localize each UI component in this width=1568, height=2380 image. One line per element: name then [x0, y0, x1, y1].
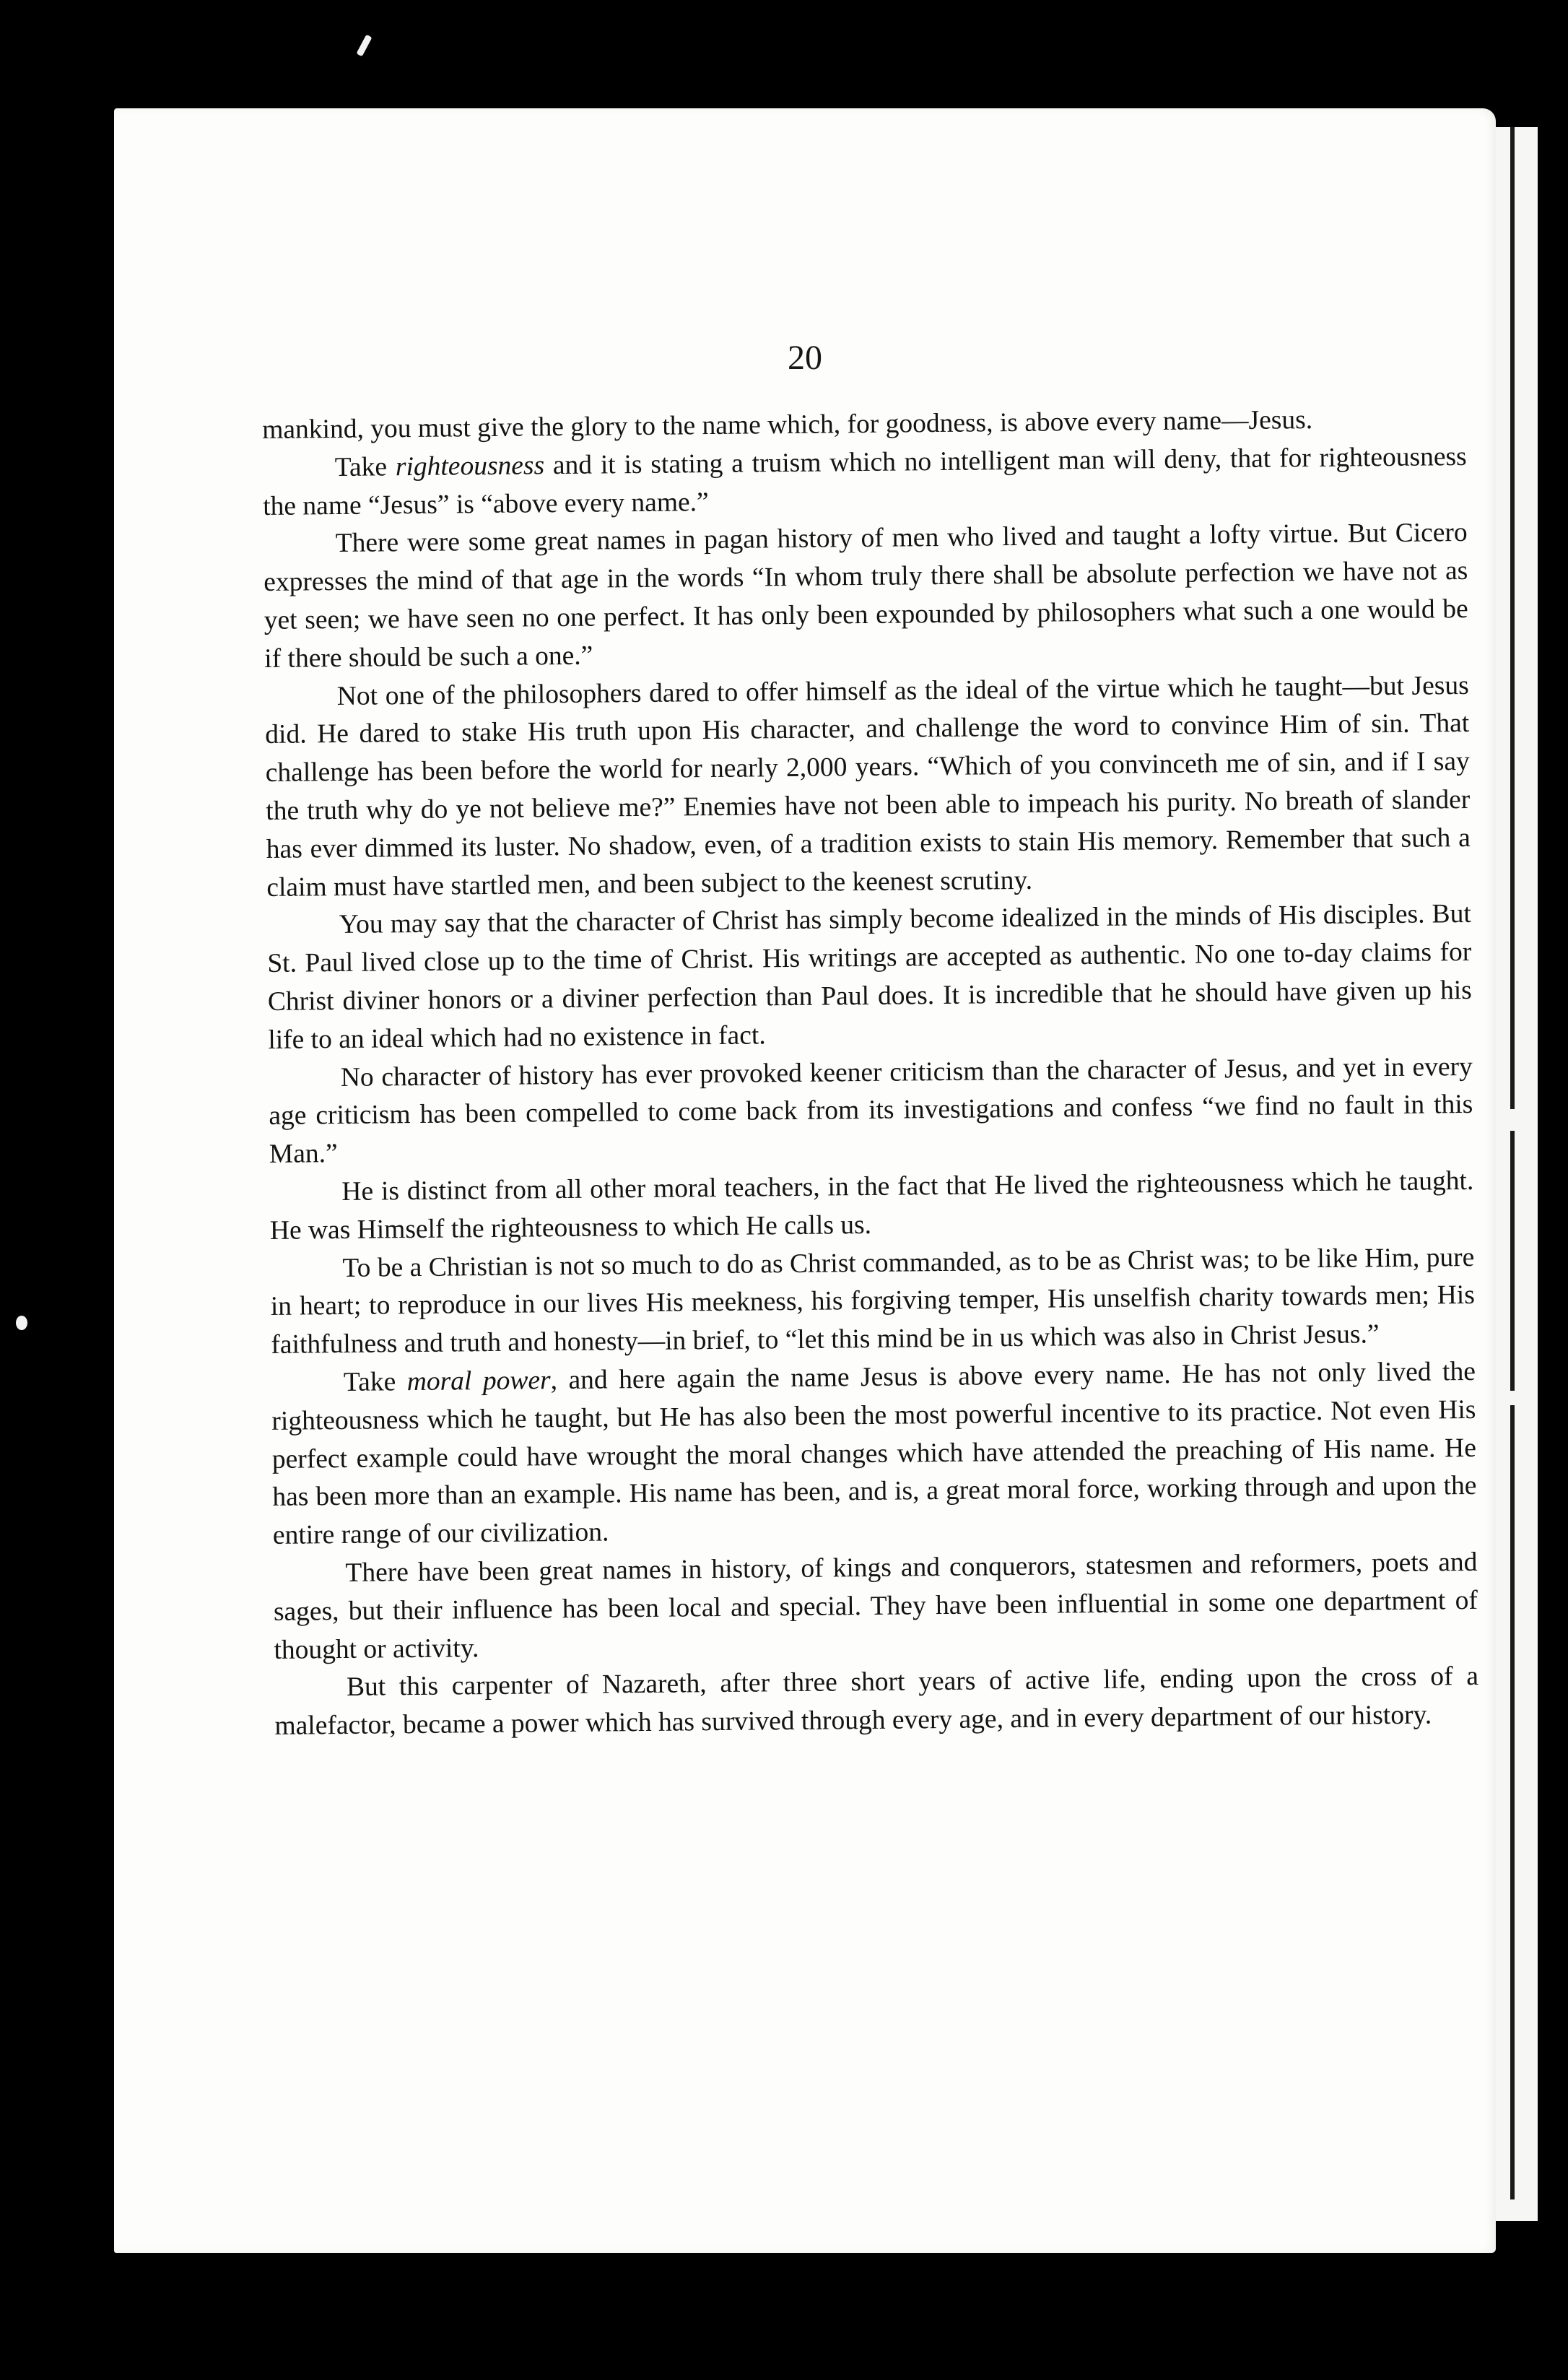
text-run: No character of history has ever provoked keener criticism than the character of Jesus, and yet in every age criticism has been compelled to come back from its investigations and confess “we find no fault in this Man.”	[269, 1051, 1473, 1170]
text-run: Not one of the philosophers dared to offer himself as the ideal of the virtue which he taught—but Jesus did. He dared to stake His truth upon His character, and challenge the word to convince Him of sin. That challenge has been before the world for nearly 2,000 years. “Which of you convinceth me of sin, and if I say the truth why do ye not believe me?” Enemies have not been able to impeach his purity. No breath of slander has ever dimmed its luster. No shadow, even, of a tradition exists to stain His memory. Remember that such a claim must have startled men, and been subject to the keenest scrutiny.	[265, 670, 1471, 903]
text-run: , and here again the name Jesus is above every name. He has not only lived the righteousness which he taught, but He has also been the most powerful incentive to its practice. Not even His perfect example could have wrought the moral changes which have attended the preaching of His name. He has been more than an example. His name has been, and is, a great moral force, working through and upon the entire range of our civilization.	[271, 1356, 1477, 1551]
page-edge-line	[1510, 1405, 1515, 2199]
page-number: 20	[788, 339, 822, 377]
text-run: To be a Christian is not so much to do as Christ commanded, as to be as Christ was; to be like Him, pure in heart; to reproduce in our lives His meekness, his forgiving temper, His unselfish charity towards men; His faithfulness and truth and honesty—in brief, to “let this mind be in us which was also in Christ Jesus.”	[270, 1242, 1476, 1360]
scan-speck	[16, 1316, 27, 1330]
text-run: You may say that the character of Christ has simply become idealized in the minds of His disciples. But St. Paul lived close up to the time of Christ. His writings are accepted as authentic. No one to-day claims for Christ diviner honors or a diviner perfection than Paul does. It is incredible that he should have given up his life to an ideal which had no existence in fact.	[267, 899, 1472, 1055]
text-run: mankind, you must give the glory to the name which, for goodness, is above every name—Jesus.	[262, 405, 1313, 445]
body-paragraph	[273, 1544, 1478, 1669]
body-paragraph	[269, 1163, 1474, 1251]
body-paragraph	[263, 514, 1469, 678]
italic-phrase: moral power	[406, 1365, 551, 1397]
body-paragraph	[263, 438, 1468, 526]
body-paragraph	[270, 1238, 1475, 1364]
text-run: There were some great names in pagan history of men who lived and taught a lofty virtue. But Cicero expresses the mind of that age in the words “In whom truly there shall be absolute perfection we have not as yet seen; we have seen no one perfect. It has only been expounded by philosophers what such a one would be if there should be such a one.”	[263, 518, 1468, 674]
text-run: He is distinct from all other moral teachers, in the fact that He lived the righteousness which he taught. He was Himself the righteousness to which He calls us.	[269, 1165, 1474, 1246]
italic-phrase: righteousness	[395, 451, 545, 482]
text-run: and it is stating a truism which no intelligent man will deny, that for righteousness the name “Jesus” is “above every name.”	[263, 441, 1467, 521]
text-run: But this carpenter of Nazareth, after three short years of active life, ending upon the cross of a malefactor, became a power which has survived through every age, and in every department of our history.	[274, 1662, 1479, 1742]
text-run: Take	[343, 1367, 407, 1397]
book-page	[114, 108, 1496, 2253]
adjacent-page-edge	[1496, 127, 1538, 2221]
scan-speck	[356, 35, 372, 57]
body-paragraph	[265, 667, 1471, 908]
page-edge-line	[1510, 1131, 1515, 1391]
body-paragraph	[269, 1048, 1473, 1173]
text-run: Take	[334, 452, 396, 482]
text-run: There have been great names in history, of kings and conquerors, statesmen and reformers, poets and sages, but their influence has been local and special. They have been influential in some one department of thought or activity.	[273, 1547, 1478, 1665]
body-paragraph	[267, 895, 1473, 1059]
page-edge-line	[1510, 127, 1515, 1109]
body-paragraph	[271, 1353, 1477, 1555]
body-paragraph	[274, 1658, 1479, 1746]
page-body-text	[262, 400, 1479, 1746]
